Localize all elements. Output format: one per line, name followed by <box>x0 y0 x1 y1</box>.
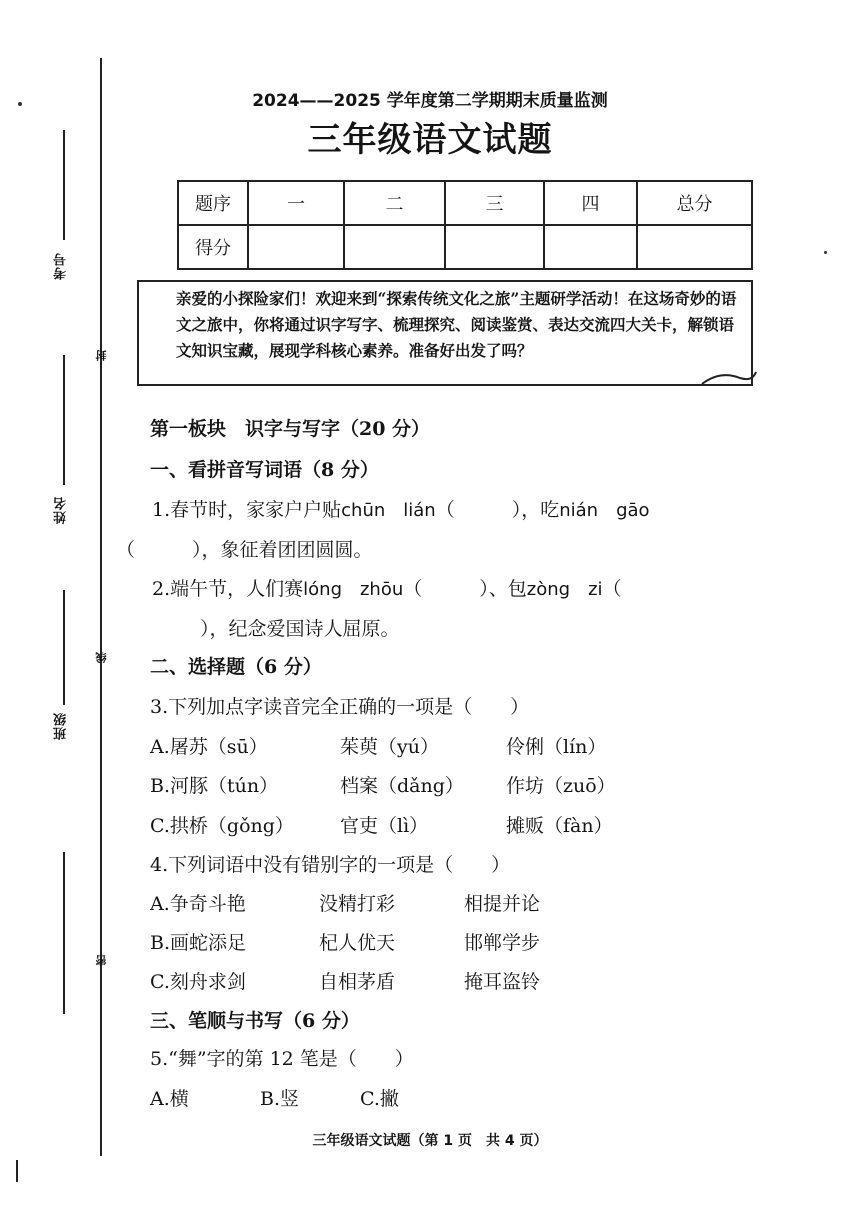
q4-option-c-2: 自相茅盾 <box>319 971 396 993</box>
q1-pinyin-1: chūn lián <box>341 500 436 521</box>
page-footer: 三年级语文试题（第 1 页 共 4 页） <box>312 1133 548 1149</box>
score-cell-header: 三 <box>445 181 544 225</box>
score-table-score-row <box>178 225 752 269</box>
score-cell-label: 得分 <box>178 225 248 269</box>
q3-option-a-3: 伶俐（lín） <box>506 736 607 758</box>
q3-option-b-1[interactable]: B.河豚（tún） <box>150 775 279 797</box>
score-cell-header: 二 <box>344 181 445 225</box>
q2-pinyin-1: lóng zhōu <box>303 579 404 600</box>
q2-text-a: 2.端午节，人们赛 <box>152 578 304 600</box>
q1-text-a: 1.春节时，家家户户贴 <box>152 499 342 521</box>
binding-mark-xian: 线 <box>95 652 108 663</box>
q1-blank-1[interactable]: （ ），吃 <box>435 499 560 521</box>
question-2-line2[interactable]: ），纪念爱国诗人屈原。 <box>200 618 400 640</box>
q5-option-a[interactable]: A.横 <box>150 1088 189 1110</box>
q2-blank-1[interactable]: （ ）、包 <box>403 578 527 600</box>
q4-option-b-1[interactable]: B.画蛇添足 <box>150 932 247 954</box>
score-input-cell[interactable] <box>445 225 544 269</box>
exam-period-line: 2024——2025 学年度第二学期期末质量监测 <box>252 91 608 111</box>
q3-option-c-1[interactable]: C.拱桥（gǒng） <box>150 815 294 837</box>
q3-option-c-3: 摊贩（fàn） <box>506 815 613 837</box>
scan-edge-mark <box>16 1160 18 1182</box>
intro-box <box>137 280 753 386</box>
q4-option-a-3: 相提并论 <box>464 893 541 915</box>
class-label: 班级 <box>54 712 69 740</box>
score-input-cell[interactable] <box>637 225 752 269</box>
q3-option-a-2: 茱萸（yú） <box>340 736 439 758</box>
q4-option-b-3: 邯郸学步 <box>464 932 541 954</box>
score-cell-header: 一 <box>248 181 344 225</box>
q5-option-c[interactable]: C.撇 <box>360 1088 399 1110</box>
part3-title: 三、笔顺与书写（6 分） <box>150 1010 360 1032</box>
scan-speck <box>824 251 827 254</box>
exam-no-label: 考号 <box>54 252 69 280</box>
part1-title: 一、看拼音写词语（8 分） <box>150 459 379 481</box>
score-input-cell[interactable] <box>248 225 344 269</box>
score-cell-header: 四 <box>544 181 637 225</box>
q4-option-b-2: 杞人优天 <box>319 932 396 954</box>
q2-pinyin-2: zòng zi <box>526 579 603 600</box>
intro-text: 亲爱的小探险家们！欢迎来到“探索传统文化之旅”主题研学活动！在这场奇妙的语文之旅中，你将通过识字写字、梳理探究、阅读鉴赏、表达交流四大关卡，解锁语文知识宝藏，展现学科核心素养。准备好出发了吗？ <box>176 289 737 360</box>
question-5: 5.“舞”字的第 12 笔是（ ） <box>150 1048 414 1070</box>
q4-option-c-3: 掩耳盗铃 <box>464 971 541 993</box>
question-1-line1 <box>152 495 650 522</box>
exam-title: 三年级语文试题 <box>307 120 553 160</box>
name-underline <box>63 355 65 485</box>
class-underline <box>63 590 65 705</box>
q4-option-c-1[interactable]: C.刻舟求剑 <box>150 971 246 993</box>
q3-option-c-2: 官吏（lì） <box>340 815 429 837</box>
score-cell-header: 总分 <box>637 181 752 225</box>
score-table-header-row <box>178 181 752 225</box>
q3-option-b-3: 作坊（zuō） <box>506 775 616 797</box>
q2-blank-2-open[interactable]: （ <box>602 578 622 600</box>
question-3: 3.下列加点字读音完全正确的一项是（ ） <box>150 696 530 718</box>
part2-title: 二、选择题（6 分） <box>150 656 322 678</box>
lower-margin-line <box>63 852 65 1014</box>
binding-line <box>100 58 102 1156</box>
q1-pinyin-2: nián gāo <box>559 500 650 521</box>
q3-option-b-2: 档案（dǎng） <box>340 775 464 797</box>
q3-option-a-1[interactable]: A.屠苏（sū） <box>150 736 268 758</box>
binding-mark-feng: 封 <box>95 350 108 361</box>
name-label: 姓名 <box>54 496 69 524</box>
q5-option-b[interactable]: B.竖 <box>260 1088 300 1110</box>
score-input-cell[interactable] <box>344 225 445 269</box>
score-table <box>177 180 753 270</box>
q4-option-a-1[interactable]: A.争奇斗艳 <box>150 893 246 915</box>
score-input-cell[interactable] <box>544 225 637 269</box>
question-2-line1 <box>152 574 622 601</box>
question-1-line2[interactable]: （ ），象征着团团圆圆。 <box>116 539 373 561</box>
q4-option-a-2: 没精打彩 <box>319 893 396 915</box>
section-title: 第一板块 识字与写字（20 分） <box>150 418 431 440</box>
scroll-corner-decoration <box>700 368 760 392</box>
question-4: 4.下列词语中没有错别字的一项是（ ） <box>150 854 511 876</box>
score-cell-label: 题序 <box>178 181 248 225</box>
binding-mark-mi: 密 <box>95 955 108 966</box>
